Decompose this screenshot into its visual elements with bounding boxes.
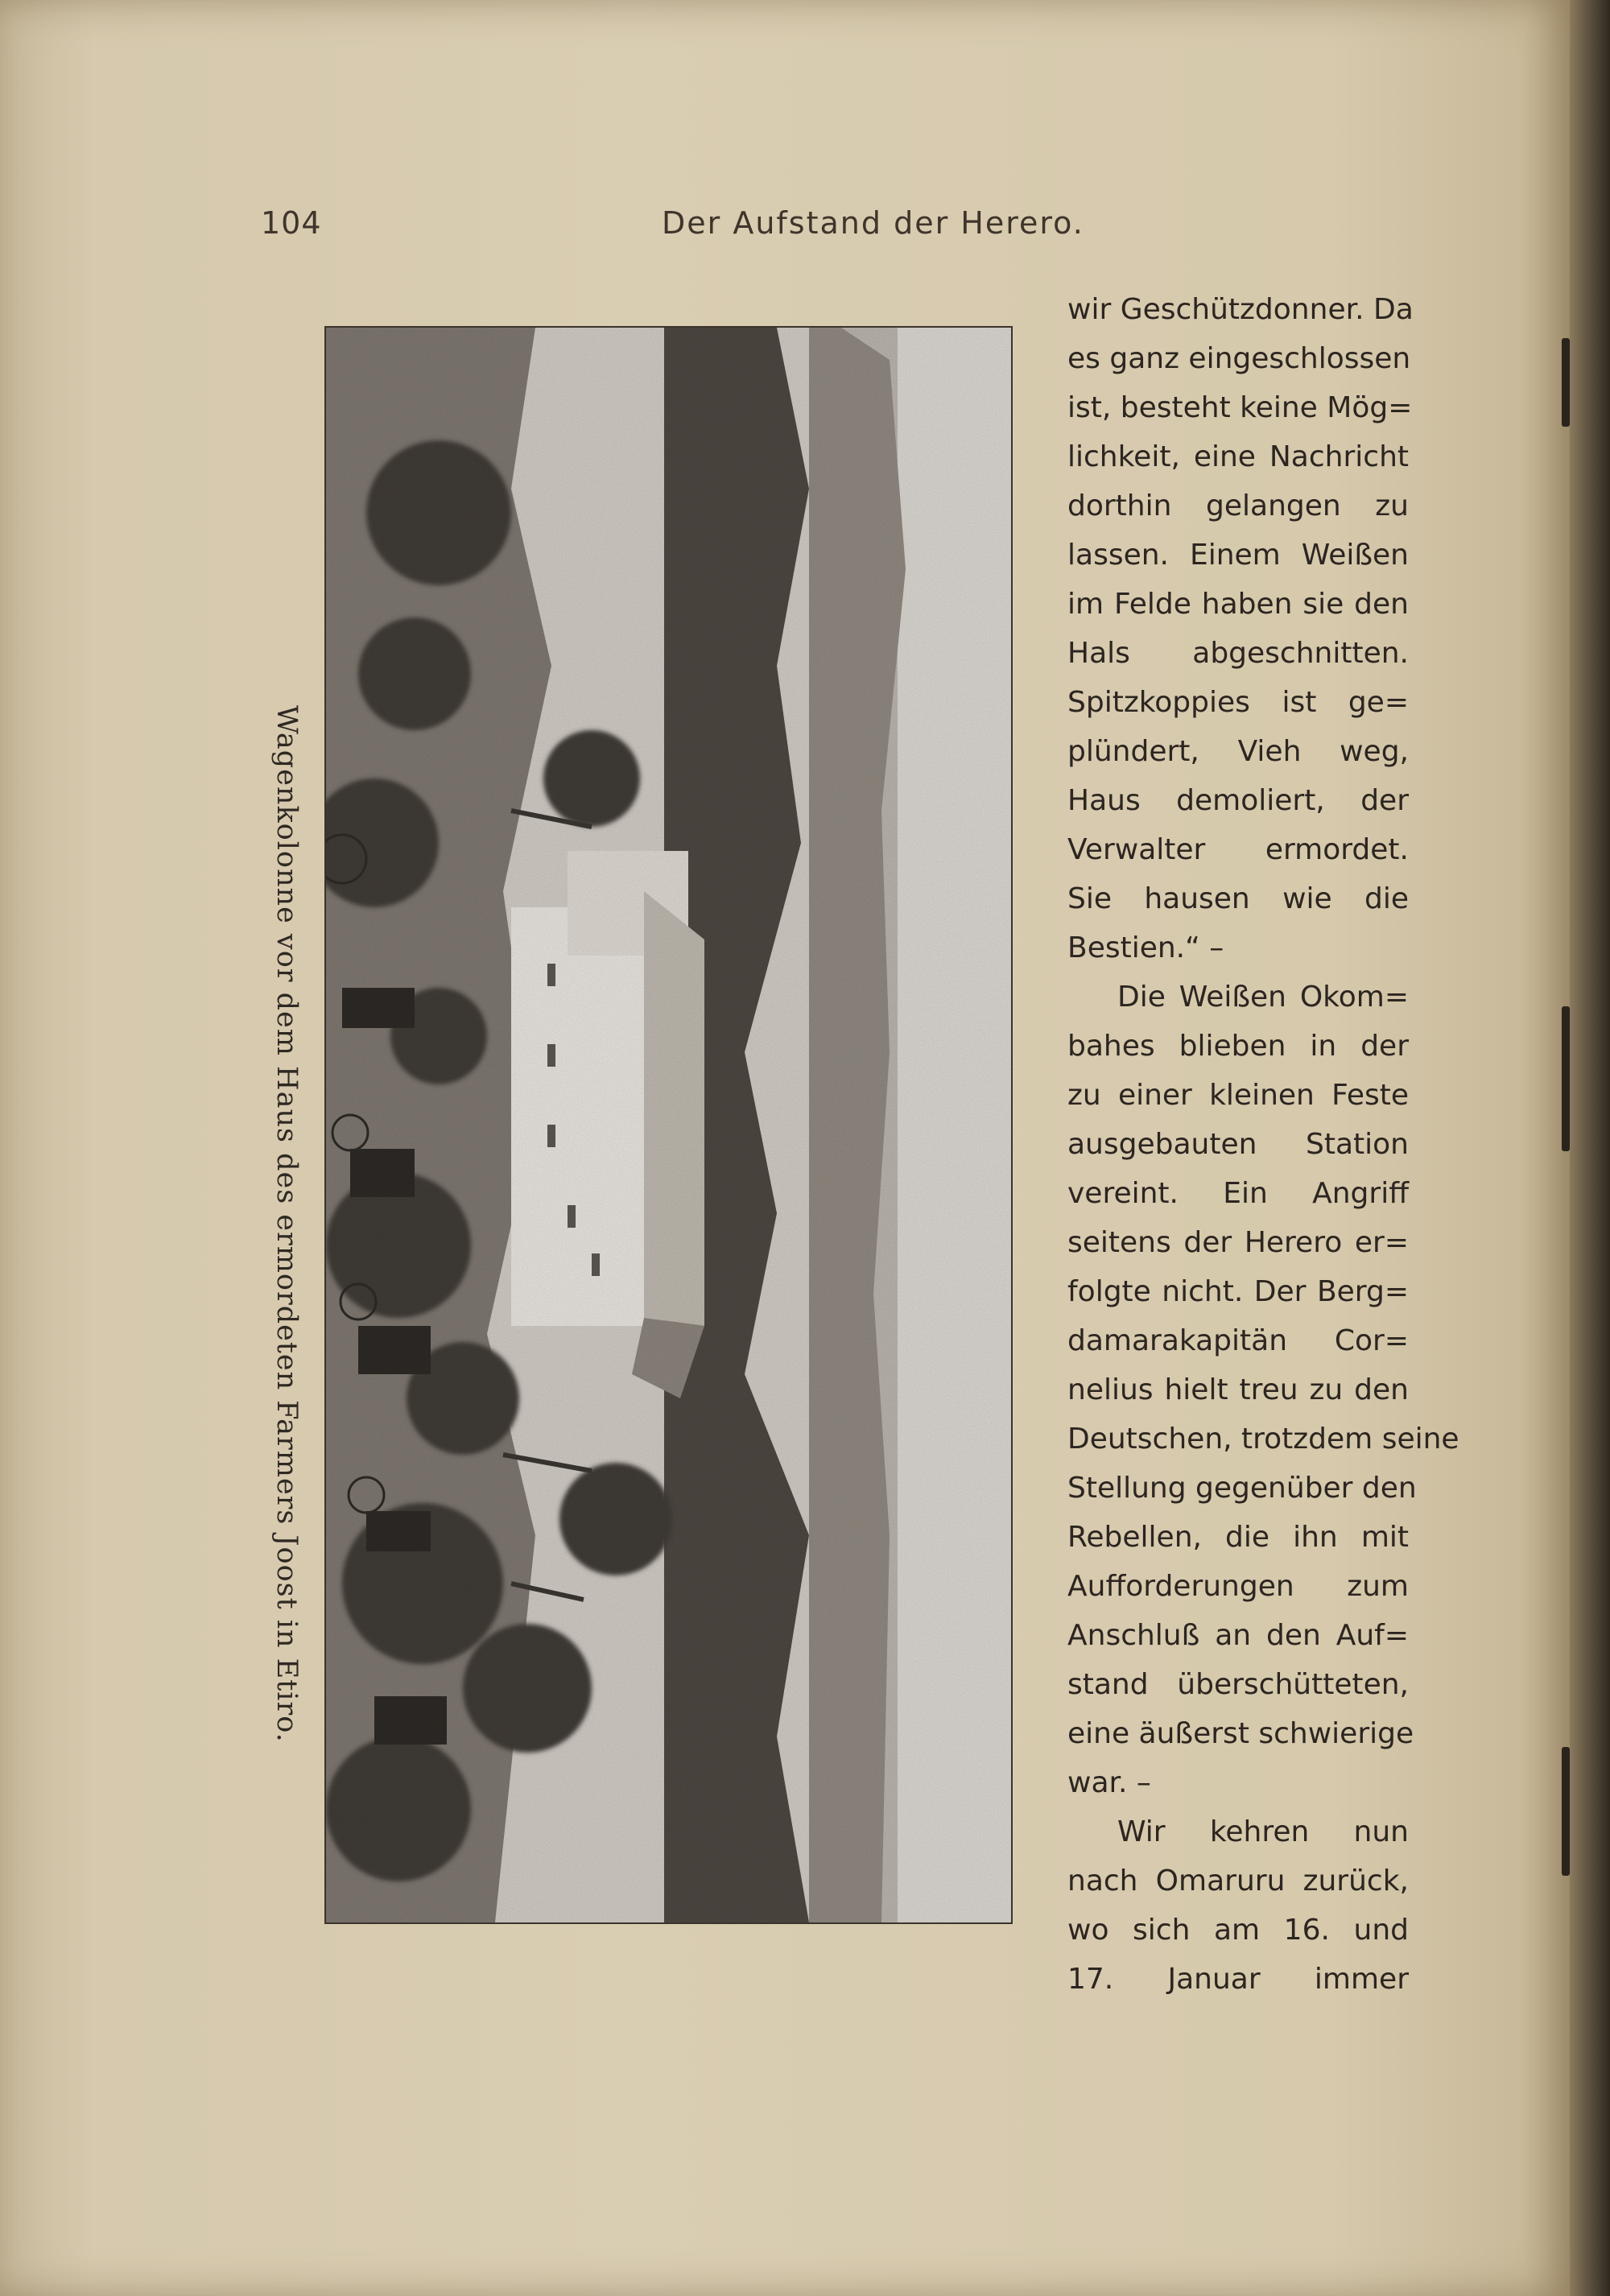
text-line: Deutschen, trotzdem seine xyxy=(1067,1423,1459,1456)
text-line: lassen. Einem Weißen xyxy=(1067,539,1409,572)
text-line: ausgebauten Station xyxy=(1067,1128,1409,1161)
text-line: Bestien.“ – xyxy=(1067,931,1224,964)
spine-mark xyxy=(1562,338,1570,427)
text-line: nach Omaruru zurück, xyxy=(1067,1864,1409,1898)
text-line: Sie hausen wie die xyxy=(1067,882,1409,915)
spine-mark xyxy=(1562,1006,1570,1151)
text-line: Aufforderungen zum xyxy=(1067,1570,1409,1603)
text-line: plündert, Vieh weg, xyxy=(1067,735,1409,768)
text-line: Spitzkoppies ist ge= xyxy=(1067,686,1409,719)
text-line: nelius hielt treu zu den xyxy=(1067,1373,1409,1406)
text-line: es ganz eingeschlossen xyxy=(1067,342,1411,375)
text-line: eine äußerst schwierige xyxy=(1067,1717,1414,1750)
text-line: lichkeit, eine Nachricht xyxy=(1067,440,1409,473)
text-line: dorthin gelangen zu xyxy=(1067,489,1409,522)
text-line: zu einer kleinen Feste xyxy=(1067,1079,1409,1112)
body-text xyxy=(1067,285,1459,2004)
text-line: damarakapitän Cor= xyxy=(1067,1324,1409,1357)
text-line: wo sich am 16. und xyxy=(1067,1914,1409,1947)
text-line: seitens der Herero er= xyxy=(1067,1226,1409,1259)
text-line: Rebellen, die ihn mit xyxy=(1067,1521,1409,1554)
page-number: 104 xyxy=(261,205,322,241)
photograph-illustration xyxy=(326,328,1011,1922)
text-line: stand überschütteten, xyxy=(1067,1668,1409,1701)
text-line: bahes blieben in der xyxy=(1067,1030,1409,1063)
text-line: wir Geschützdonner. Da xyxy=(1067,293,1414,326)
text-line: Die Weißen Okom= xyxy=(1117,981,1409,1014)
book-spine xyxy=(1570,0,1610,2296)
text-line: vereint. Ein Angriff xyxy=(1067,1177,1409,1210)
text-line: Verwalter ermordet. xyxy=(1067,833,1409,866)
text-line: Wir kehren nun xyxy=(1117,1815,1409,1848)
text-line: Stellung gegenüber den xyxy=(1067,1472,1417,1505)
figure-caption: Wagenkolonne vor dem Haus des ermordeten Farmers Joost in Etiro. xyxy=(270,705,303,1743)
text-line: ist, besteht keine Mög= xyxy=(1067,391,1413,424)
text-line: im Felde haben sie den xyxy=(1067,588,1409,621)
photograph xyxy=(324,326,1013,1924)
text-line: Haus demoliert, der xyxy=(1067,784,1409,817)
text-line: folgte nicht. Der Berg= xyxy=(1067,1275,1409,1308)
text-line: Hals abgeschnitten. xyxy=(1067,637,1409,670)
text-line: war. – xyxy=(1067,1766,1151,1799)
text-line: 17. Januar immer xyxy=(1067,1963,1409,1996)
running-title: Der Aufstand der Herero. xyxy=(662,205,1084,241)
spine-mark xyxy=(1562,1747,1570,1876)
text-line: Anschluß an den Auf= xyxy=(1067,1619,1409,1652)
